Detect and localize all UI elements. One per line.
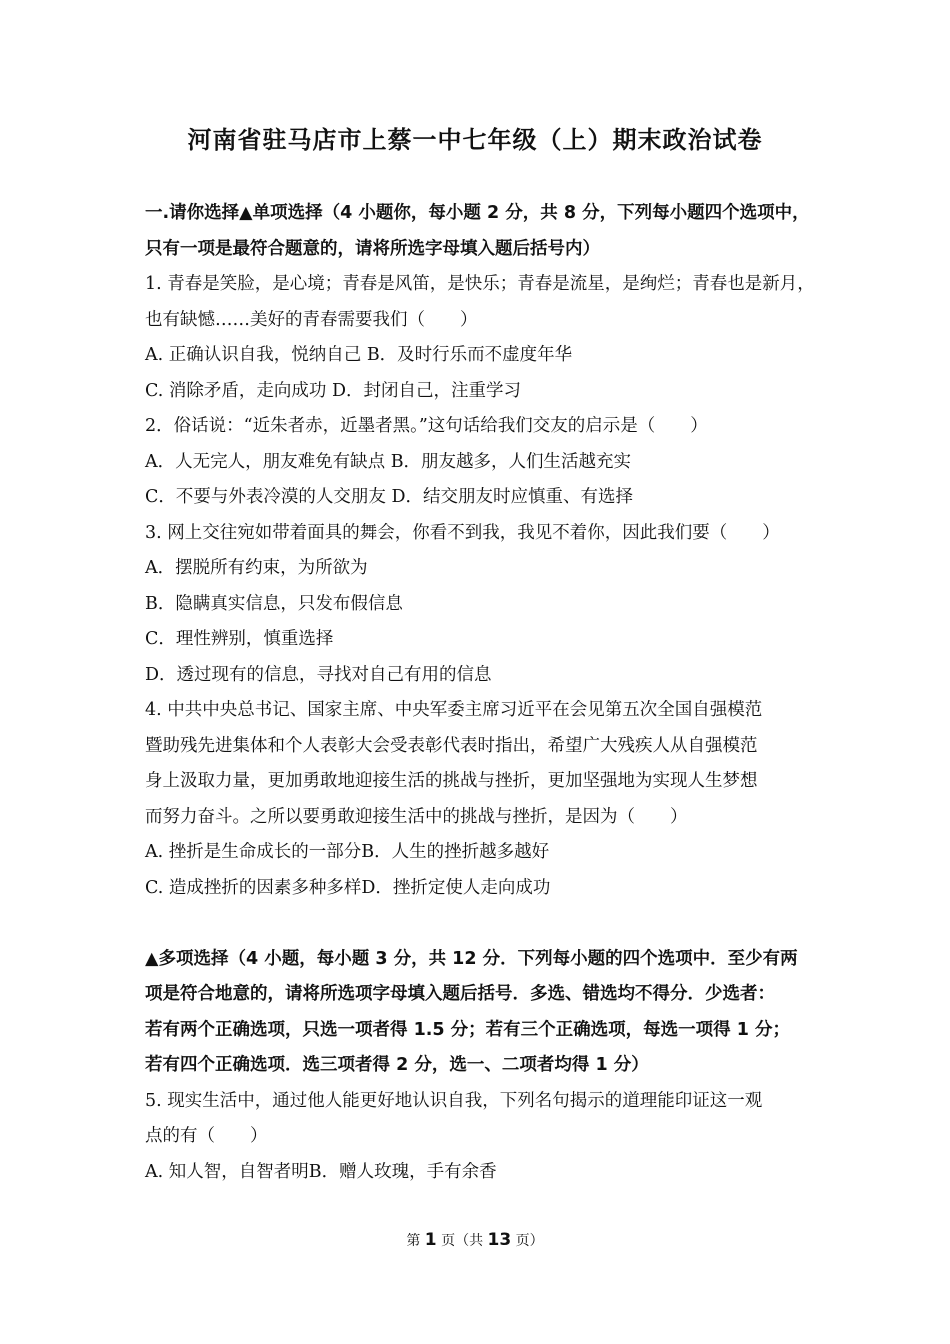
- footer-suffix: 页）: [511, 1233, 544, 1249]
- question-5-options: A. 知人智，自智者明B．赠人玫瑰，手有余香: [145, 1161, 497, 1182]
- question-2-options: A．人无完人，朋友难免有缺点 B．朋友越多，人们生活越充实: [145, 451, 632, 472]
- question-5-stem: 5. 现实生活中，通过他人能更好地认识自我，下列名句揭示的道理能印证这一观: [145, 1090, 763, 1111]
- question-2-stem: 2．俗话说：“近朱者赤，近墨者黑。”这句话给我们交友的启示是（ ）: [145, 416, 708, 436]
- section2-header-line: 项是符合地意的，请将所选项字母填入题后括号．多选、错选均不得分．少选者：: [145, 984, 775, 1004]
- question-3-option-b: B．隐瞒真实信息，只发布假信息: [145, 593, 403, 614]
- question-3-stem: 3. 网上交往宛如带着面具的舞会，你看不到我，我见不着你，因此我们要（ ）: [145, 522, 780, 543]
- page-footer: [0, 1230, 950, 1250]
- footer-middle: 页（共: [436, 1233, 488, 1249]
- footer-prefix: 第: [406, 1233, 425, 1249]
- page-title: 河南省驻马店市上蔡一中七年级（上）期末政治试卷: [187, 125, 763, 154]
- question-4-stem: 4. 中共中央总书记、国家主席、中央军委主席习近平在会见第五次全国自强模范: [145, 700, 763, 720]
- question-4-stem: 而努力奋斗。之所以要勇敢迎接生活中的挑战与挫折，是因为（ ）: [145, 806, 688, 827]
- question-1-options: C. 消除矛盾，走向成功 D．封闭自己，注重学习: [145, 380, 521, 401]
- section-spacer: [145, 906, 820, 942]
- section2-header-line: 若有两个正确选项，只选一项者得 1.5 分；若有三个正确选项，每选一项得 1 分；: [145, 1019, 791, 1040]
- question-3-option-d: D．透过现有的信息，寻找对自己有用的信息: [145, 664, 492, 685]
- question-2-options: C．不要与外表冷漠的人交朋友 D．结交朋友时应慎重、有选择: [145, 487, 633, 507]
- section2-header-line: 若有四个正确选项．选三项者得 2 分，选一、二项者均得 1 分）: [145, 1055, 649, 1075]
- section2-header-line: ▲多项选择（4 小题，每小题 3 分，共 12 分．下列每小题的四个选项中．至少有两: [145, 948, 798, 969]
- footer-page-number: 1: [424, 1230, 437, 1250]
- footer-total-pages: 13: [487, 1230, 512, 1250]
- question-1-options: A. 正确认识自我，悦纳自己 B．及时行乐而不虚度年华: [145, 345, 573, 365]
- question-4-options: C. 造成挫折的因素多种多样D．挫折定使人走向成功: [145, 877, 551, 898]
- section1-header-line: 只有一项是最符合题意的，请将所选字母填入题后括号内）: [145, 238, 600, 259]
- question-1-stem: 也有缺憾……美好的青春需要我们（ ）: [145, 309, 478, 330]
- question-4-options: A. 挫折是生命成长的一部分B．人生的挫折越多越好: [145, 842, 550, 862]
- question-3-option-c: C．理性辨别，慎重选择: [145, 629, 334, 649]
- question-3-option-a: A．摆脱所有约束，为所欲为: [145, 558, 368, 578]
- section1-header-line: 一.请你选择▲单项选择（4 小题你，每小题 2 分，共 8 分，下列每小题四个选项中，: [145, 203, 810, 223]
- question-4-stem: 暨助残先进集体和个人表彰大会受表彰代表时指出，希望广大残疾人从自强模范: [145, 735, 758, 756]
- exam-content: [145, 196, 820, 1190]
- question-5-stem: 点的有（ ）: [145, 1126, 268, 1146]
- question-4-stem: 身上汲取力量，更加勇敢地迎接生活的挑战与挫折，更加坚强地为实现人生梦想: [145, 771, 758, 791]
- question-1-stem: 1. 青春是笑脸，是心境；青春是风笛，是快乐；青春是流星，是绚烂；青春也是新月，: [145, 274, 815, 294]
